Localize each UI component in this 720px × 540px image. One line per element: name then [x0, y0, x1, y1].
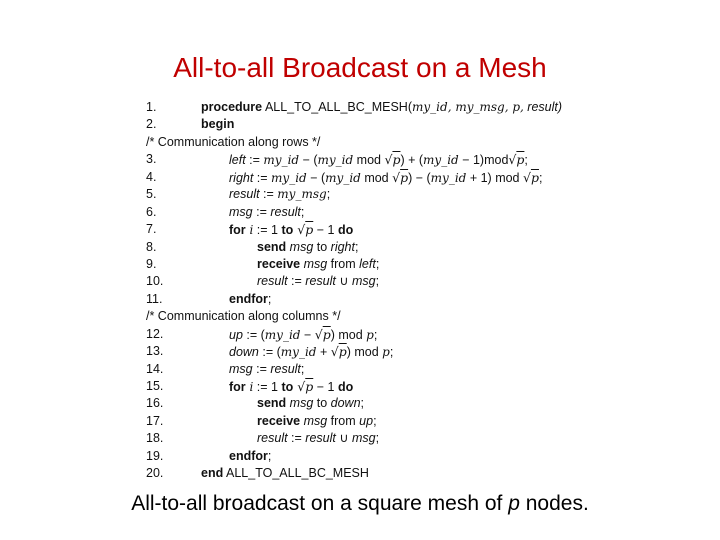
- preposition: to: [313, 396, 331, 411]
- math-term: i: [245, 223, 254, 238]
- code-line-10: [143, 273, 603, 290]
- math-op: +: [316, 345, 331, 360]
- variable-down: down: [229, 345, 259, 360]
- variable-msg: msg: [300, 413, 328, 428]
- code-line-7: [143, 221, 603, 238]
- code-line-1: [143, 99, 603, 116]
- semicolon: ;: [389, 345, 394, 360]
- keyword-end: end: [201, 466, 224, 481]
- variable-up: up: [229, 327, 243, 342]
- math-op: mod: [360, 170, 393, 185]
- math-op: ) mod: [330, 327, 367, 342]
- line-number: 17.: [146, 413, 164, 428]
- line-number: 1.: [146, 100, 157, 114]
- math-term: i: [245, 380, 254, 394]
- keyword-endfor: endfor: [229, 448, 268, 463]
- keyword-endfor: endfor: [229, 291, 268, 306]
- math-term: p: [366, 327, 374, 342]
- variable-result: result: [270, 204, 301, 219]
- code-comment-rows: [143, 134, 603, 151]
- semicolon: ;: [524, 153, 528, 168]
- math-op: − 1: [313, 223, 338, 238]
- math-op: + 1) mod: [466, 170, 523, 185]
- keyword-receive: receive: [257, 256, 301, 271]
- variable-result: result: [229, 187, 260, 202]
- assign-op: := (: [242, 327, 265, 342]
- math-term: p: [400, 169, 409, 185]
- math-term: p: [382, 345, 390, 360]
- line-number: 12.: [146, 326, 164, 341]
- code-line-2: [143, 116, 603, 133]
- math-op: − 1: [313, 380, 338, 394]
- variable-right: right: [229, 170, 254, 185]
- math-term: my_msg: [277, 187, 327, 202]
- keyword-send: send: [257, 396, 287, 411]
- code-line-19: [143, 448, 603, 465]
- math-term: p: [305, 379, 314, 394]
- keyword-for: for: [229, 380, 246, 394]
- semicolon: ;: [267, 291, 272, 306]
- assign-op: := (: [258, 345, 281, 360]
- math-op: ) mod: [346, 345, 383, 360]
- math-op: := 1: [253, 223, 282, 238]
- line-number: 15.: [146, 379, 164, 393]
- variable-down: down: [330, 396, 361, 411]
- code-line-9: [143, 256, 603, 273]
- variable-left: left: [229, 153, 246, 168]
- line-number: 2.: [146, 117, 157, 132]
- semicolon: ;: [300, 361, 305, 376]
- comment-text: /* Communication along rows */: [146, 134, 321, 149]
- variable-msg: msg: [229, 204, 253, 219]
- caption-text: All-to-all broadcast on a square mesh of: [131, 492, 509, 515]
- code-line-13: [143, 343, 603, 360]
- sqrt-symbol: √: [293, 222, 306, 238]
- code-line-18: [143, 430, 603, 447]
- math-op: ) − (: [408, 170, 431, 185]
- code-line-3: [143, 151, 603, 168]
- keyword-begin: begin: [201, 117, 235, 132]
- semicolon: ;: [354, 239, 359, 254]
- math-term: p: [530, 169, 539, 185]
- variable-msg: msg: [286, 396, 314, 411]
- sqrt-symbol: √: [314, 326, 323, 342]
- line-number: 3.: [146, 152, 157, 167]
- caption-variable: p: [508, 492, 520, 515]
- line-number: 14.: [146, 361, 164, 376]
- variable-msg: msg: [286, 239, 314, 254]
- variable-right: right: [330, 239, 355, 254]
- code-comment-columns: [143, 308, 603, 325]
- line-number: 16.: [146, 396, 164, 411]
- line-number: 20.: [146, 466, 164, 481]
- caption-text-end: nodes.: [519, 492, 589, 515]
- sqrt-symbol: √: [508, 152, 517, 168]
- assign-op: :=: [252, 204, 271, 219]
- variable-result: result: [305, 274, 336, 289]
- sqrt-symbol: √: [384, 152, 393, 168]
- procedure-args: my_id, my_msg, p,: [412, 100, 524, 114]
- variable-result: result: [257, 274, 288, 289]
- line-number: 19.: [146, 448, 164, 463]
- math-term: my_id: [263, 153, 300, 168]
- keyword-do: do: [337, 223, 354, 238]
- math-op: − 1): [458, 153, 485, 168]
- code-line-15: [143, 378, 603, 395]
- comment-text: /* Communication along columns */: [146, 309, 341, 324]
- math-op: mod: [484, 153, 509, 168]
- math-op: −: [300, 327, 315, 342]
- procedure-name: ALL_TO_ALL_BC_MESH: [223, 466, 369, 481]
- math-term: p: [516, 152, 525, 168]
- line-number: 4.: [146, 169, 157, 184]
- assign-op: :=: [252, 361, 271, 376]
- keyword-do: do: [337, 380, 354, 394]
- semicolon: ;: [373, 327, 378, 342]
- math-op: − (: [299, 153, 318, 168]
- assign-op: :=: [245, 153, 264, 168]
- math-term: my_id: [325, 170, 361, 185]
- slide-caption: [0, 490, 720, 518]
- semicolon: ;: [375, 256, 380, 271]
- math-op: := 1: [253, 380, 282, 394]
- math-term: my_id: [423, 153, 459, 168]
- union-op: ∪: [335, 431, 352, 446]
- math-op: mod: [353, 153, 385, 168]
- variable-left: left: [359, 256, 376, 271]
- math-op: ) + (: [400, 153, 424, 168]
- keyword-send: send: [257, 239, 287, 254]
- math-term: my_id: [430, 170, 467, 185]
- assign-op: :=: [287, 431, 306, 446]
- variable-msg: msg: [229, 361, 253, 376]
- line-number: 5.: [146, 187, 157, 202]
- semicolon: ;: [375, 274, 380, 289]
- preposition: from: [327, 413, 360, 428]
- semicolon: ;: [267, 448, 272, 463]
- sqrt-symbol: √: [293, 379, 306, 394]
- code-line-20: [143, 465, 603, 482]
- semicolon: ;: [360, 396, 365, 411]
- assign-op: :=: [287, 274, 306, 289]
- semicolon: ;: [538, 170, 543, 185]
- preposition: to: [313, 239, 331, 254]
- line-number: 18.: [146, 431, 164, 446]
- code-line-5: [143, 186, 603, 203]
- variable-msg: msg: [300, 256, 328, 271]
- line-number: 8.: [146, 239, 157, 254]
- semicolon: ;: [373, 413, 377, 428]
- line-number: 11.: [146, 291, 163, 306]
- math-term: p: [392, 152, 401, 168]
- line-number: 13.: [146, 344, 164, 359]
- line-number: 10.: [146, 274, 164, 289]
- line-number: 6.: [146, 204, 157, 219]
- math-term: p: [305, 222, 314, 238]
- math-term: p: [322, 326, 331, 342]
- variable-msg: msg: [351, 274, 376, 289]
- procedure-name: ALL_TO_ALL_BC_MESH(: [264, 100, 413, 114]
- code-line-11: [143, 291, 603, 308]
- code-line-16: [143, 395, 603, 412]
- variable-up: up: [359, 413, 374, 428]
- line-number: 7.: [146, 222, 157, 237]
- code-line-4: [143, 169, 603, 186]
- union-op: ∪: [335, 274, 352, 289]
- pseudocode-listing: [143, 99, 603, 483]
- sqrt-symbol: √: [392, 169, 401, 185]
- line-number: 9.: [146, 256, 157, 271]
- semicolon: ;: [300, 204, 305, 219]
- code-line-6: [143, 204, 603, 221]
- code-line-12: [143, 326, 603, 343]
- preposition: from: [327, 256, 360, 271]
- keyword-to: to: [281, 380, 294, 394]
- sqrt-symbol: √: [330, 344, 339, 360]
- sqrt-symbol: √: [522, 169, 531, 185]
- slide-title: All-to-all Broadcast on a Mesh: [173, 52, 547, 83]
- procedure-args-tail: result): [523, 100, 563, 114]
- math-term: my_id: [271, 170, 307, 185]
- code-line-14: [143, 361, 603, 378]
- math-term: my_id: [280, 345, 317, 360]
- variable-result: result: [257, 431, 288, 446]
- keyword-to: to: [281, 223, 294, 238]
- semicolon: ;: [326, 187, 331, 202]
- assign-op: :=: [259, 187, 278, 202]
- variable-msg: msg: [351, 431, 376, 446]
- semicolon: ;: [375, 431, 380, 446]
- math-term: my_id: [317, 153, 354, 168]
- keyword-procedure: procedure: [201, 100, 263, 114]
- assign-op: :=: [253, 170, 272, 185]
- code-line-8: [143, 239, 603, 256]
- math-term: p: [338, 344, 347, 360]
- keyword-receive: receive: [257, 413, 301, 428]
- keyword-for: for: [229, 223, 246, 238]
- math-op: − (: [306, 170, 326, 185]
- variable-result: result: [270, 361, 301, 376]
- math-term: my_id: [264, 327, 301, 342]
- variable-result: result: [305, 431, 336, 446]
- code-line-17: [143, 413, 603, 430]
